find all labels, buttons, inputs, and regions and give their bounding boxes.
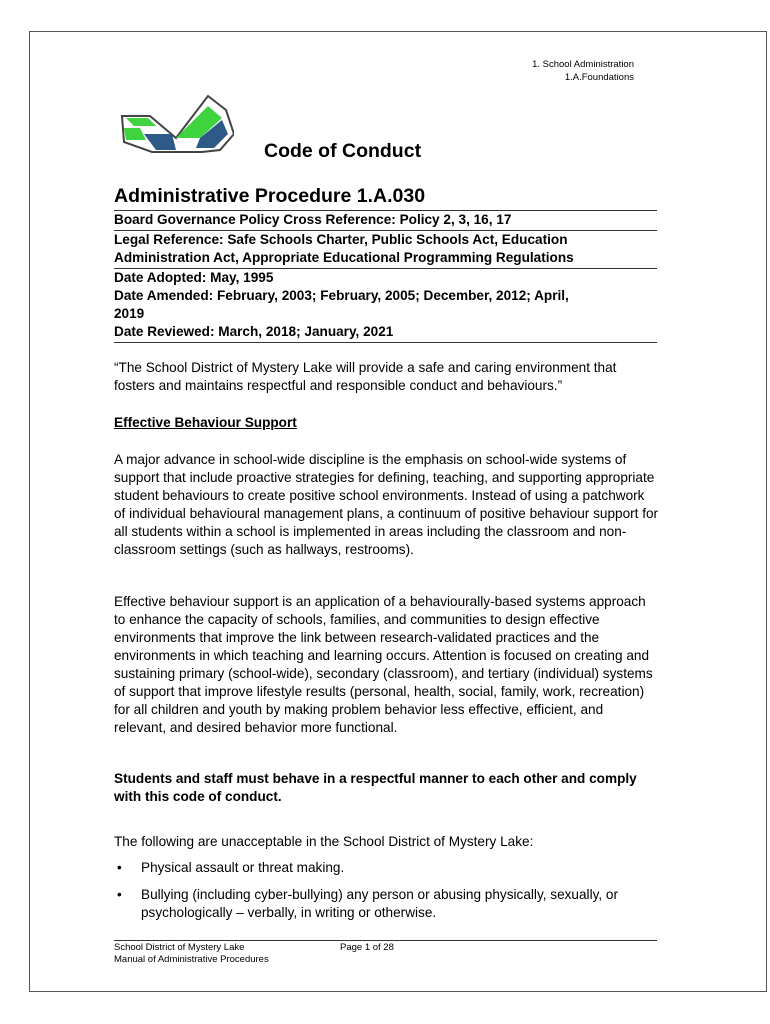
logo-green-top [126,118,156,126]
bullet-marker: • [117,887,122,902]
document-title: Code of Conduct [264,140,422,162]
page-number: Page 1 of 28 [340,942,394,953]
logo-blue-band [144,134,176,150]
bullet-marker: • [117,860,122,875]
cross-reference: Board Governance Policy Cross Reference: Policy 2, 3, 16, 17 [114,212,512,227]
header-section: 1. School Administration [532,59,634,70]
date-amended-line1: Date Amended: February, 2003; February, 2005; December, 2012; April, [114,288,569,303]
footer-org [114,942,269,966]
header-subsection: 1.A.Foundations [564,72,634,83]
footer-divider [114,940,657,941]
procedure-title: Administrative Procedure 1.A.030 [114,185,426,207]
paragraph-1: A major advance in school-wide discipline is the emphasis on school-wide systems of support that include proactive strategies for defining, teaching, and supporting appropriate student behaviours to create positive school environments. Instead of using a patchwork of individual behavioural management plans, a continuum of positive behaviour support for all students within a school is implemented in areas including the classroom and non-classroom settings (such as hallways, restrooms). [114,452,659,557]
legal-reference-line1: Legal Reference: Safe Schools Charter, Public Schools Act, Education [114,232,568,247]
unacceptable-intro: The following are unacceptable in the School District of Mystery Lake: [114,834,534,849]
legal-reference-line2: Administration Act, Appropriate Educational Programming Regulations [114,250,574,265]
header-reference [532,58,634,84]
footer-org-name: School District of Mystery Lake [114,942,245,953]
paragraph-2: Effective behaviour support is an application of a behaviourally-based systems approach to enhance the capacity of schools, families, and communities to design effective environments that improve the link between research-validated practices and the environments in which teaching and learning occurs. Attention is focused on creating and sustaining primary (school-wide), secondary (classroom), and tertiary (individual) systems of support that improve lifestyle results (personal, health, social, family, work, recreation) for all children and youth by making problem behavior less effective, efficient, and relevant, and desired behavior more functional. [114,594,653,735]
mission-quote: “The School District of Mystery Lake will provide a safe and caring environment that fosters and maintains respectful and responsible conduct and behaviours.” [114,360,617,393]
date-reviewed: Date Reviewed: March, 2018; January, 2021 [114,324,394,339]
footer-manual-name: Manual of Administrative Procedures [114,954,269,965]
date-amended-line2: 2019 [114,306,145,321]
logo-green-left [124,128,146,140]
conduct-statement: Students and staff must behave in a respectful manner to each other and comply with this code of conduct. [114,771,637,804]
list-item-text: Bullying (including cyber-bullying) any person or abusing physically, sexually, or psychologically – verbally, in writing or otherwise. [141,887,619,920]
section-heading: Effective Behaviour Support [114,415,297,430]
district-logo-icon [116,94,234,156]
divider [114,342,657,343]
date-adopted: Date Adopted: May, 1995 [114,270,274,285]
list-item-text: Physical assault or threat making. [141,860,345,875]
